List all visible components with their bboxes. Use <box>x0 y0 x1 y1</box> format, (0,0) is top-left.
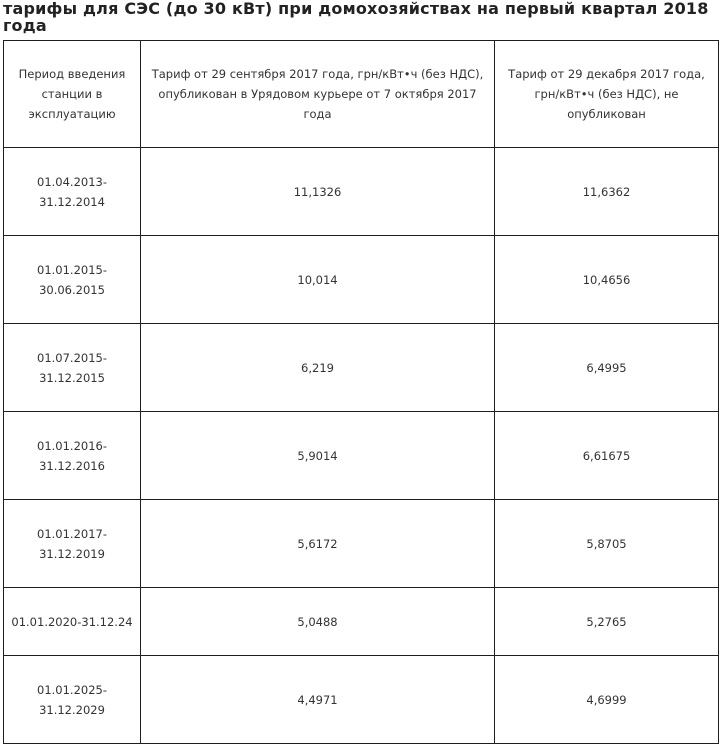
page-title: тарифы для СЭС (до 30 кВт) при домохозяйствах на первый квартал 2018 года <box>3 0 709 35</box>
table-row <box>4 148 719 236</box>
period-cell <box>4 500 141 588</box>
tariff-table <box>3 40 719 744</box>
tariff-september-cell: 11,1326 <box>141 148 495 236</box>
tariff-september-cell: 4,4971 <box>141 656 495 744</box>
tariff-december-cell: 10,4656 <box>495 236 719 324</box>
tariff-september-cell: 10,014 <box>141 236 495 324</box>
period-cell <box>4 656 141 744</box>
period-text: 01.01.2025- 31.12.2029 <box>37 682 107 717</box>
tariff-september-cell: 5,0488 <box>141 588 495 656</box>
period-text: 01.01.2017- 31.12.2019 <box>37 526 107 561</box>
tariff-december-cell: 5,8705 <box>495 500 719 588</box>
table-row <box>4 588 719 656</box>
table-row <box>4 412 719 500</box>
period-text: 01.07.2015- 31.12.2015 <box>37 350 107 385</box>
tariff-december-cell: 6,4995 <box>495 324 719 412</box>
period-cell <box>4 236 141 324</box>
period-text: 01.01.2020-31.12.24 <box>11 614 133 629</box>
tariff-september-cell: 5,9014 <box>141 412 495 500</box>
table-row <box>4 324 719 412</box>
tariff-december-cell: 11,6362 <box>495 148 719 236</box>
table-row <box>4 500 719 588</box>
table-header <box>4 41 719 148</box>
tariff-september-cell: 6,219 <box>141 324 495 412</box>
header-tariff-september: Тариф от 29 сентября 2017 года, грн/кВт•ч (без НДС), опубликован в Урядовом курьере от 7 октября 2017 года <box>141 41 495 148</box>
period-cell <box>4 148 141 236</box>
table-row <box>4 656 719 744</box>
period-cell <box>4 588 141 656</box>
period-cell <box>4 324 141 412</box>
tariff-december-cell: 6,61675 <box>495 412 719 500</box>
tariff-december-cell: 4,6999 <box>495 656 719 744</box>
header-tariff-december: Тариф от 29 декабря 2017 года, грн/кВт•ч (без НДС), не опубликован <box>495 41 719 148</box>
tariff-december-cell: 5,2765 <box>495 588 719 656</box>
header-row <box>4 41 719 148</box>
period-text: 01.01.2016- 31.12.2016 <box>37 438 107 473</box>
period-text: 01.01.2015- 30.06.2015 <box>37 262 107 297</box>
header-period: Период введения станции в эксплуатацию <box>4 41 141 148</box>
period-cell <box>4 412 141 500</box>
period-text: 01.04.2013- 31.12.2014 <box>37 174 107 209</box>
table-body <box>4 148 719 744</box>
table-row <box>4 236 719 324</box>
tariff-september-cell: 5,6172 <box>141 500 495 588</box>
